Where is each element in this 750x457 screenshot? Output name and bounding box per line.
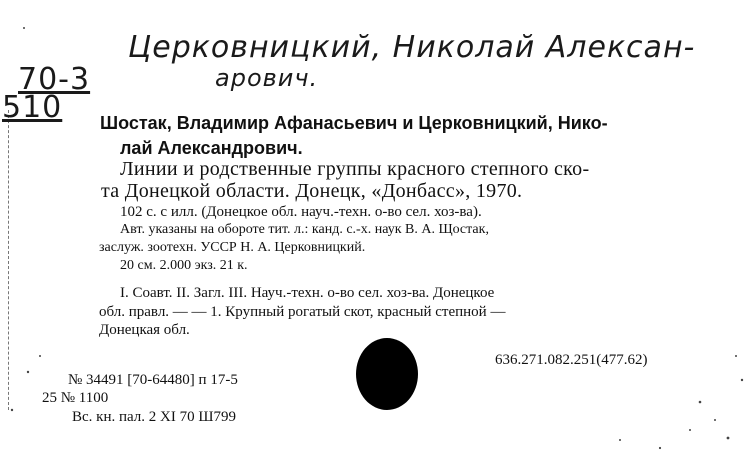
- author-line-2: лай Александрович.: [120, 138, 303, 158]
- author-line-1: Шостак, Владимир Афанасьевич и Церковницкий, Нико-: [100, 113, 608, 133]
- catalog-number-line-3: Вс. кн. пал. 2 XI 70 Ш799: [72, 409, 236, 425]
- note-line-2: заслуж. зоотехн. УССР Н. А. Церковницкий.: [99, 240, 366, 255]
- catalog-number-line-2: 25 № 1100: [42, 390, 109, 406]
- subjects-line-2: обл. правл. — — 1. Крупный рогатый скот, красный степной —: [99, 304, 506, 320]
- pagination-line: 102 с. с илл. (Донецкое обл. науч.-техн. о-во сел. хоз-ва).: [120, 204, 482, 220]
- subjects-line-3: Донецкая обл.: [99, 322, 190, 338]
- note-line-1: Авт. указаны на обороте тит. л.: канд. с.-х. наук В. А. Щостак,: [120, 222, 489, 237]
- shelfmark-top: 70-3: [18, 62, 91, 97]
- shelfmark-bottom: 510: [2, 90, 63, 125]
- handwritten-author-line-2: арович.: [215, 64, 319, 92]
- format-line: 20 см. 2.000 экз. 21 к.: [120, 258, 248, 273]
- udc-code: 636.271.082.251(477.62): [495, 352, 648, 368]
- handwritten-author-line-1: Церковницкий, Николай Алексан-: [128, 30, 696, 65]
- title-line-2: та Донецкой области. Донецк, «Донбасс», 1970.: [101, 180, 523, 202]
- catalog-number-line-1: № 34491 [70-64480] п 17-5: [68, 372, 238, 388]
- subjects-line-1: I. Соавт. II. Загл. III. Науч.-техн. о-во сел. хоз-ва. Донецкое: [120, 285, 495, 301]
- title-line-1: Линии и родственные группы красного степного ско-: [120, 158, 590, 180]
